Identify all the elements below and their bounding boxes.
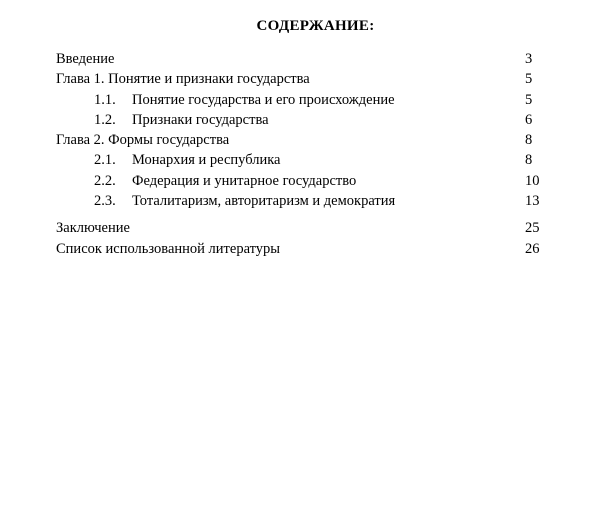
toc-entry[interactable] bbox=[56, 239, 569, 259]
toc-entry-text: Признаки государства bbox=[132, 111, 269, 128]
toc-entry-text: Монархия и республика bbox=[132, 152, 281, 169]
toc-entry-label: Список использованной литературы bbox=[56, 240, 281, 257]
toc-entry-page: 26 bbox=[525, 240, 540, 257]
toc-entry-page: 8 bbox=[525, 132, 533, 149]
toc-entry-label: Глава 2. Формы государства bbox=[56, 132, 230, 149]
toc-entry[interactable] bbox=[56, 130, 569, 150]
toc-entry-text: Тоталитаризм, авторитаризм и демократия bbox=[132, 193, 396, 210]
toc-entry-label bbox=[56, 191, 395, 211]
toc-entry-page: 5 bbox=[525, 71, 533, 88]
table-of-contents bbox=[56, 49, 569, 259]
toc-entry[interactable] bbox=[56, 191, 569, 211]
toc-entry-page: 25 bbox=[525, 220, 540, 237]
toc-entry-number: 2.3. bbox=[94, 193, 116, 210]
toc-entry-page: 10 bbox=[525, 172, 540, 189]
toc-entry-number: 1.2. bbox=[94, 111, 116, 128]
toc-entry[interactable] bbox=[56, 49, 569, 69]
toc-entry[interactable] bbox=[56, 90, 569, 110]
toc-entry-page: 8 bbox=[525, 152, 533, 169]
toc-entry-page: 13 bbox=[525, 193, 540, 210]
toc-entry-number: 1.1. bbox=[94, 91, 116, 108]
toc-entry-text: Понятие государства и его происхождение bbox=[132, 91, 395, 108]
toc-entry-label: Глава 1. Понятие и признаки государства bbox=[56, 71, 310, 88]
toc-entry-page: 6 bbox=[525, 111, 533, 128]
toc-entry-page: 3 bbox=[525, 51, 533, 67]
page-title: СОДЕРЖАНИЕ: bbox=[256, 18, 375, 34]
toc-entry[interactable] bbox=[56, 150, 569, 170]
toc-entry-label: Заключение bbox=[56, 220, 130, 237]
toc-entry-number: 2.1. bbox=[94, 152, 116, 169]
toc-entry-label bbox=[56, 150, 281, 170]
toc-entry-page: 5 bbox=[525, 91, 533, 108]
toc-entry-label bbox=[56, 90, 395, 110]
toc-entry[interactable] bbox=[56, 171, 569, 191]
toc-entry-number: 2.2. bbox=[94, 172, 116, 189]
toc-entry[interactable] bbox=[56, 110, 569, 130]
toc-entry-label: Введение bbox=[56, 51, 115, 67]
toc-entry-label bbox=[56, 171, 356, 191]
toc-entry[interactable] bbox=[56, 218, 569, 238]
toc-entry-text: Федерация и унитарное государство bbox=[132, 172, 357, 189]
toc-entry-label bbox=[56, 110, 269, 130]
toc-entry[interactable] bbox=[56, 69, 569, 89]
